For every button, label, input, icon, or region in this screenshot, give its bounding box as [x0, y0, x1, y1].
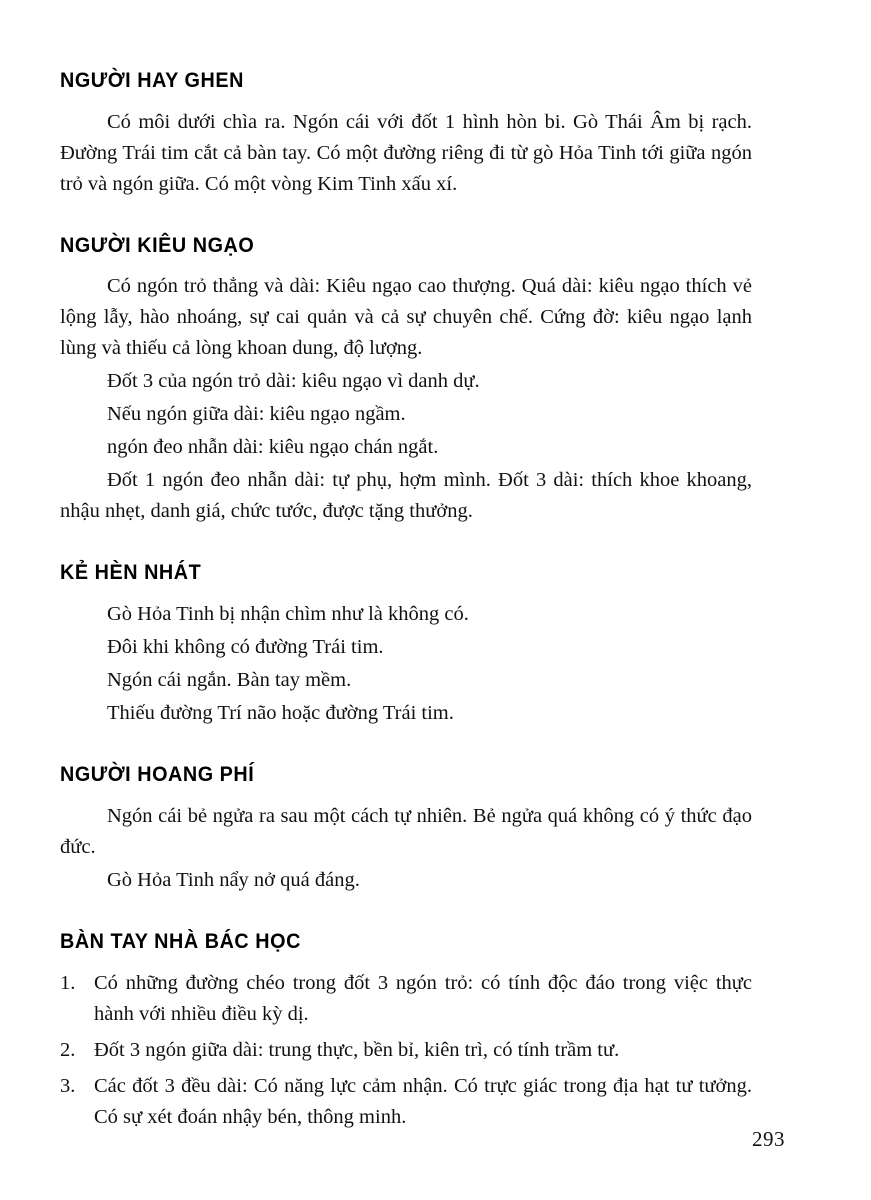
- paragraph: ngón đeo nhẫn dài: kiêu ngạo chán ngắt.: [107, 436, 439, 459]
- list-item-text: Có những đường chéo trong đốt 3 ngón trỏ: có tính độc đáo trong việc thực hành với nhiều điều kỳ dị.: [94, 971, 752, 1025]
- numbered-list: [60, 968, 752, 1133]
- paragraph: Đôi khi không có đường Trái tim.: [107, 636, 384, 659]
- paragraph: Gò Hỏa Tinh nẩy nở quá đáng.: [107, 868, 360, 891]
- paragraph: Ngón cái ngắn. Bàn tay mềm.: [107, 669, 352, 692]
- paragraph: Nếu ngón giữa dài: kiêu ngạo ngầm.: [107, 403, 406, 426]
- section-heading-nguoi-kieu-ngao: NGƯỜI KIÊU NGẠO: [60, 232, 255, 257]
- list-item: [60, 1035, 752, 1066]
- list-item-marker: 2.: [60, 1038, 76, 1061]
- page-content: [60, 68, 752, 1138]
- list-item: [60, 968, 752, 1030]
- section-heading-ke-hen-nhat: KẺ HÈN NHÁT: [60, 560, 202, 585]
- paragraph: Thiếu đường Trí não hoặc đường Trái tim.: [107, 702, 454, 725]
- section-heading-ban-tay-nha-bac-hoc: BÀN TAY NHÀ BÁC HỌC: [60, 928, 301, 953]
- list-item-marker: 3.: [60, 1074, 76, 1097]
- paragraph: Gò Hỏa Tinh bị nhận chìm như là không có.: [107, 603, 469, 626]
- paragraph: Có môi dưới chìa ra. Ngón cái với đốt 1 hình hòn bi. Gò Thái Âm bị rạch. Đường Trái tim cắt cả bàn tay. Có một đường riêng đi từ gò Hỏa Tinh tới giữa ngón trỏ và ngón giữa. Có một vòng Kim Tinh xấu xí.: [60, 110, 752, 195]
- paragraph: Có ngón trỏ thẳng và dài: Kiêu ngạo cao thượng. Quá dài: kiêu ngạo thích vẻ lộng lẫy, hào nhoáng, sự cai quản và cả sự chuyên chế. Cứng đờ: kiêu ngạo lạnh lùng và thiếu cả lòng khoan dung, độ lượng.: [60, 275, 752, 360]
- paragraph: Ngón cái bẻ ngửa ra sau một cách tự nhiên. Bẻ ngửa quá không có ý thức đạo đức.: [60, 804, 752, 858]
- section-heading-nguoi-hay-ghen: NGƯỜI HAY GHEN: [60, 68, 244, 92]
- page-number: 293: [752, 1127, 785, 1151]
- list-item-text: Đốt 3 ngón giữa dài: trung thực, bền bỉ, kiên trì, có tính trầm tư.: [94, 1038, 620, 1061]
- list-item: [60, 1071, 752, 1133]
- section-heading-nguoi-hoang-phi: NGƯỜI HOANG PHÍ: [60, 762, 255, 787]
- paragraph: Đốt 1 ngón đeo nhẫn dài: tự phụ, hợm mình. Đốt 3 dài: thích khoe khoang, nhậu nhẹt, danh giá, chức tước, được tặng thưởng.: [60, 469, 752, 523]
- paragraph: Đốt 3 của ngón trỏ dài: kiêu ngạo vì danh dự.: [107, 370, 480, 393]
- list-item-marker: 1.: [60, 971, 76, 994]
- list-item-text: Các đốt 3 đều dài: Có năng lực cảm nhận. Có trực giác trong địa hạt tư tưởng. Có sự xét đoán nhậy bén, thông minh.: [94, 1074, 752, 1128]
